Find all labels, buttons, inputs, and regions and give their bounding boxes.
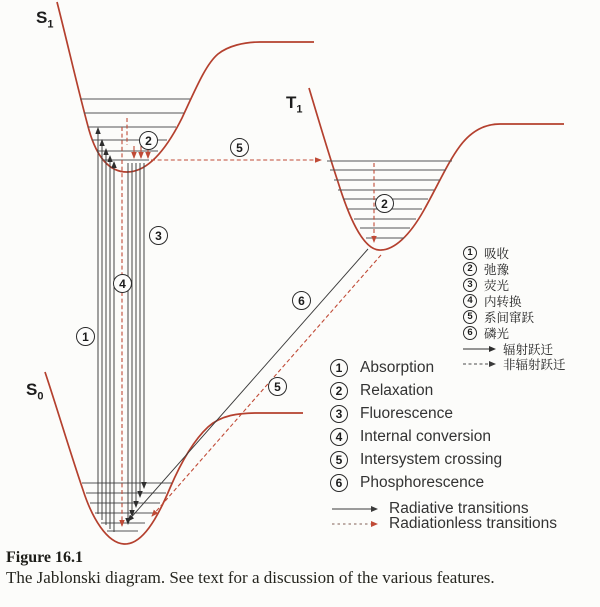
legend-en-num-4: 4 (330, 428, 348, 446)
legend-en-item-intersystem-crossing (330, 448, 557, 471)
legend-en-item-fluorescence (330, 402, 557, 425)
t1-curve-path (309, 88, 564, 250)
legend-cn-item-phosphorescence (463, 325, 566, 341)
legend-en-radiationless-row (330, 516, 557, 531)
s1-state-label (36, 8, 53, 30)
legend-cn-label-intersystem-crossing: 系间窜跃 (484, 311, 535, 325)
marker-relaxation-s1: 2 (139, 131, 158, 150)
legend-cn-item-internal-conversion (463, 293, 566, 309)
legend-en-label-internal-conversion: Internal conversion (360, 427, 491, 445)
s0-vibrational-levels (82, 483, 172, 531)
s0-label-base: S (26, 380, 38, 399)
legend-en-num-5: 5 (330, 451, 348, 469)
legend-cn-label-fluorescence: 荧光 (484, 279, 510, 293)
marker-relaxation-t1: 2 (375, 194, 394, 213)
radiative-arrow-icon (330, 504, 380, 514)
t1-state-label (286, 93, 303, 115)
legend-cn-label-phosphorescence: 磷光 (484, 327, 510, 341)
legend-en-radiative-label: Radiative transitions (389, 499, 529, 517)
legend-cn-num-1: 1 (463, 246, 477, 260)
legend-cn-radiative-label: 辐射跃迁 (503, 343, 554, 357)
legend-en-item-internal-conversion (330, 425, 557, 448)
legend-english (330, 356, 557, 531)
caption-title: Figure 16.1 (6, 549, 84, 566)
legend-en-item-phosphorescence (330, 471, 557, 494)
legend-en-label-intersystem-crossing: Intersystem crossing (360, 450, 503, 468)
legend-en-item-absorption (330, 356, 557, 379)
s0-curve-path (45, 372, 303, 544)
legend-cn-item-fluorescence (463, 277, 566, 293)
legend-en-label-phosphorescence: Phosphorescence (360, 473, 485, 491)
legend-chinese (463, 245, 566, 371)
legend-en-num-6: 6 (330, 474, 348, 492)
radiative-arrow-icon (463, 345, 497, 353)
legend-cn-item-absorption (463, 245, 566, 261)
legend-cn-num-5: 5 (463, 310, 477, 324)
s1-potential-curve (57, 2, 314, 172)
marker-phosphorescence: 6 (292, 291, 311, 310)
radiationless-arrow-icon (330, 519, 380, 529)
legend-en-label-relaxation: Relaxation (360, 381, 434, 399)
s0-state-label (26, 380, 43, 402)
legend-cn-label-absorption: 吸收 (484, 247, 510, 261)
legend-cn-num-2: 2 (463, 262, 477, 276)
s1-label-sub: 1 (47, 18, 54, 31)
legend-en-num-2: 2 (330, 382, 348, 400)
t1-potential-curve (309, 88, 564, 250)
legend-cn-radiative-row (463, 342, 566, 356)
legend-cn-radiationless-label: 非辐射跃迁 (503, 358, 566, 372)
t1-label-sub: 1 (296, 103, 303, 116)
t1-label-base: T (286, 93, 297, 112)
legend-en-label-fluorescence: Fluorescence (360, 404, 454, 422)
s0-label-sub: 0 (37, 390, 44, 403)
marker-absorption: 1 (76, 327, 95, 346)
legend-cn-num-3: 3 (463, 278, 477, 292)
legend-cn-label-relaxation: 弛豫 (484, 263, 510, 277)
s1-label-base: S (36, 8, 48, 27)
fluorescence-transition-lines (128, 163, 144, 524)
marker-intersystem-bottom: 5 (268, 377, 287, 396)
legend-cn-num-4: 4 (463, 294, 477, 308)
legend-en-label-absorption: Absorption (360, 358, 435, 376)
legend-cn-label-internal-conversion: 内转换 (484, 295, 522, 309)
marker-intersystem-top: 5 (230, 138, 249, 157)
legend-en-num-1: 1 (330, 359, 348, 377)
legend-cn-item-relaxation (463, 261, 566, 277)
legend-en-radiationless-label: Radiationless transitions (389, 514, 558, 532)
figure-caption (6, 549, 598, 588)
marker-internal-conversion: 4 (113, 274, 132, 293)
legend-cn-item-intersystem-crossing (463, 309, 566, 325)
legend-en-num-3: 3 (330, 405, 348, 423)
absorption-transition-lines (98, 128, 114, 532)
legend-cn-num-6: 6 (463, 326, 477, 340)
legend-en-item-relaxation (330, 379, 557, 402)
s0-potential-curve (45, 372, 303, 544)
marker-fluorescence: 3 (149, 226, 168, 245)
s1-curve-path (57, 2, 314, 172)
caption-text: The Jablonski diagram. See text for a discussion of the various features. (6, 568, 495, 587)
